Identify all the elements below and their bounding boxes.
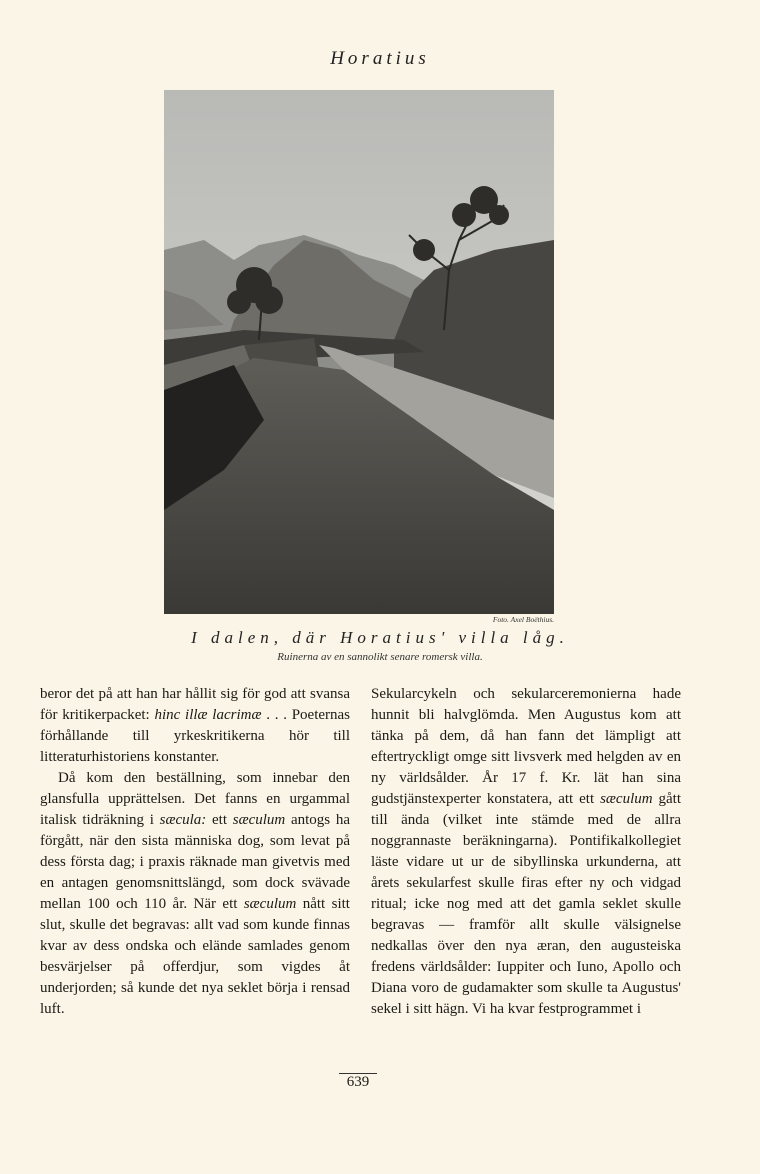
photo-illustration — [164, 90, 554, 614]
photo-credit: Foto. Axel Boëthius. — [492, 615, 554, 624]
running-head: Horatius — [330, 48, 430, 69]
latin-term: sæculum — [232, 812, 286, 828]
page-number: 639 — [346, 1074, 370, 1090]
latin-quote: hinc illæ lacrimæ — [154, 707, 262, 723]
paragraph — [371, 684, 681, 1020]
text-run: ett — [206, 812, 233, 828]
figure-subcaption: Ruinerna av en sannolikt senare romersk villa. — [277, 651, 483, 663]
text-run: . . . Poeternas förhållande till yrkeskritikerna hör till litteraturhistoriens konstanter. — [40, 707, 351, 765]
text-run: antogs ha förgått, när den sista människa dog, som levat på dess första dag; i praxis räknade man givetvis med en antagen genomsnittslängd, som dock svävade mellan 100 och 110 år. När ett — [40, 812, 350, 912]
left-column — [40, 684, 350, 1020]
text-run: Sekularcykeln och sekularceremonierna hade hunnit bli halvglömda. Men Augustus kom att tänka på dem, då han fann det lämpligt att eftertryckligt omge sitt livsverk med helgden av en ny världsålder. År 17 f. Kr. lät han sina gudstjänstexperter konstatera, att ett — [371, 686, 681, 807]
photograph-villa-ruins — [164, 90, 554, 614]
text-run: nått sitt slut, skulle det begravas: allt vad som kunde finnas kvar av dess ondska och elände samlades genom besvärjelser på offerdjur, som vigdes åt underjorden; så kunde det nya seklet börja i rensad luft. — [40, 896, 350, 1017]
figure-caption: I dalen, där Horatius' villa låg. — [191, 628, 569, 647]
latin-term: sæculum — [600, 791, 653, 807]
right-column — [371, 684, 681, 1020]
text-run: Då kom den beställning, som innebar den glansfulla upprättelsen. Det fanns en urgammal italisk tidräkning i — [40, 770, 350, 828]
text-run: beror det på att han har hållit sig för god att svansa för kritikerpacket: — [40, 686, 350, 723]
text-run: gått till ända (vilket inte stämde med de allra noggrannaste beräkningarna). Pontifikalkollegiet läste vidare ut ur de sibyllinska urkunderna, att årets sekularfest skulle firas efter ny och vidgad ritual; icke nog med att det gamla seklet skulle begravas — framför allt skulle välsignelse nedkallas över den nya æran, den augusteiska fredens världsålder: Iuppiter och Iuno, Apollo och Diana voro de gudamakter som skulle ta Augustus' sekel i sitt hägn. Vi ha kvar festprogrammet i — [371, 791, 682, 1017]
latin-term: sæcula: — [159, 812, 207, 828]
latin-term: sæculum — [243, 896, 297, 912]
paragraph — [40, 768, 350, 1020]
paragraph — [40, 684, 350, 768]
